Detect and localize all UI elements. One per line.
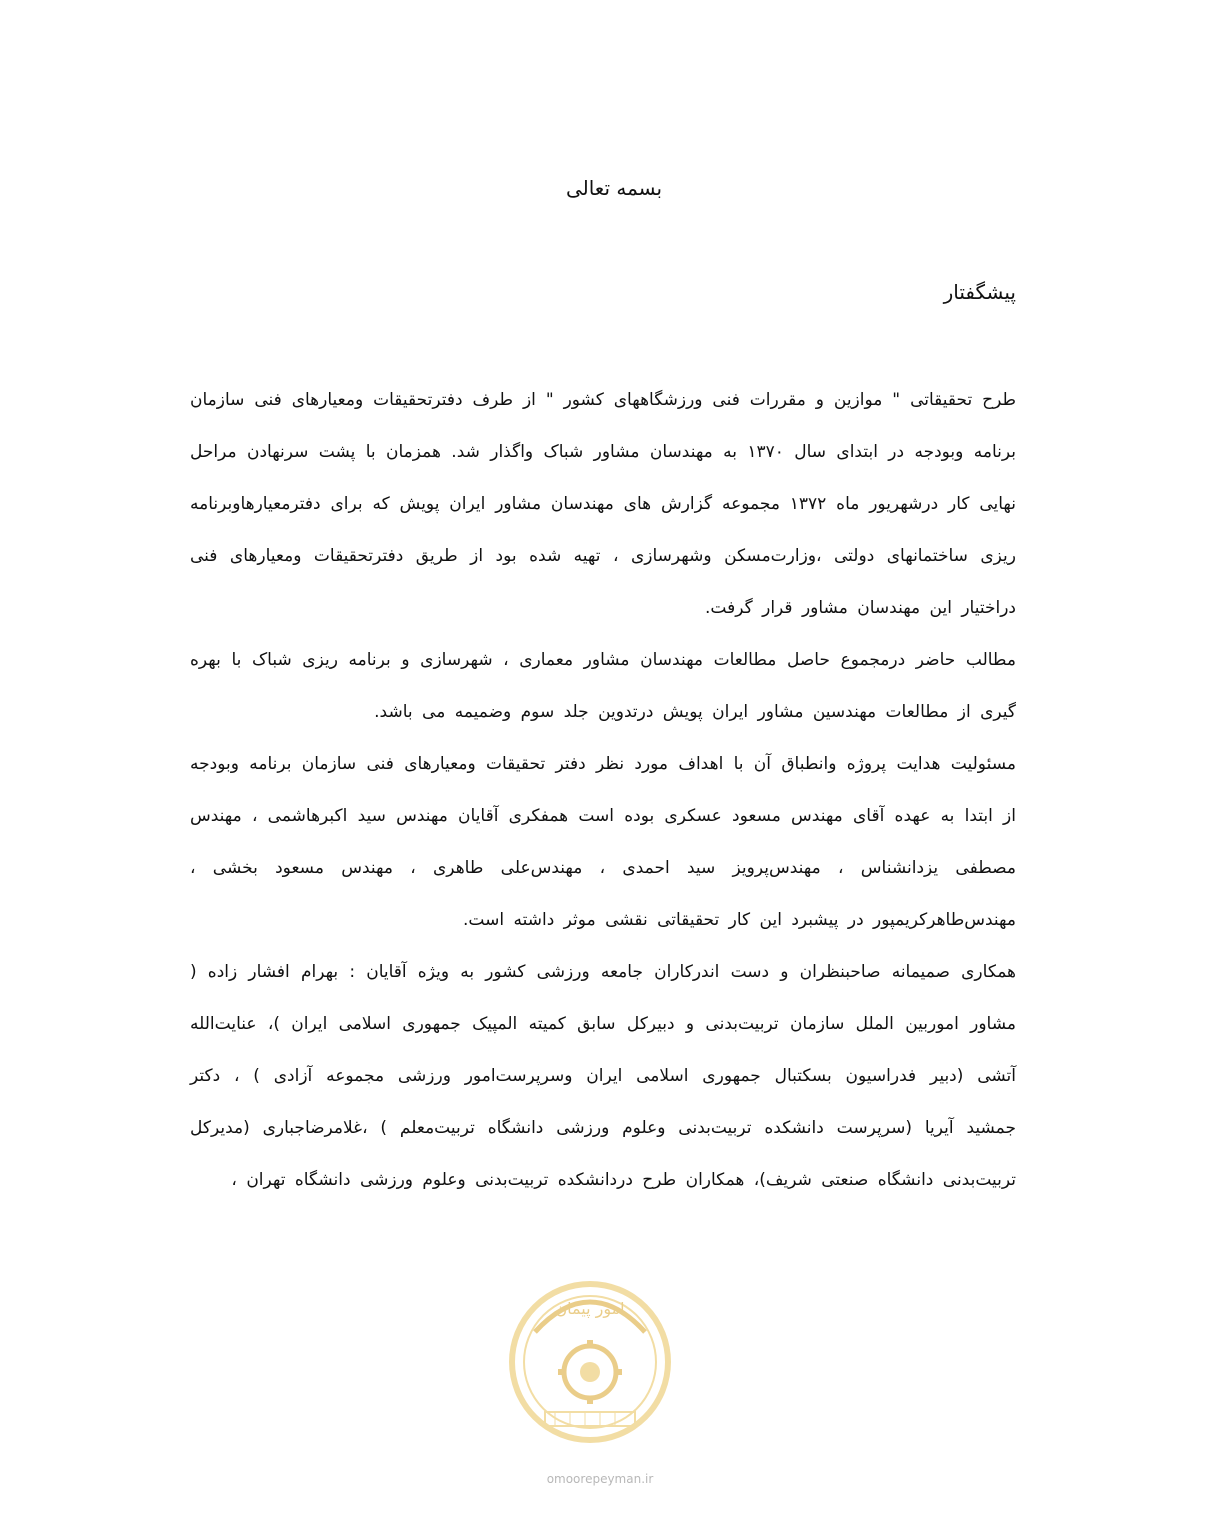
watermark-logo-text: امور پیمان — [555, 1299, 625, 1318]
paragraph: مسئولیت هدایت پروژه وانطباق آن با اهداف مورد نظر دفتر تحقیقات ومعیارهای فنی سازمان برنامه وبودجه از ابتدا به عهده آقای مهندس مسعود عسکری بوده است همفکری آقایان مهندس سید اکبرهاشمی ، مهندس مصطفی یزدانشناس ، مهندس‌پرویز سید احمدی ، مهندس‌علی طاهری ، مهندس مسعود بخشی ، مهندس‌طاهرکریمپور در پیشبرد این کار تحقیقاتی نقشی موثر داشته است. — [190, 754, 1016, 930]
paragraph: همکاری صمیمانه صاحبنظران و دست اندرکاران جامعه ورزشی کشور به ویژه آقایان : بهرام افشار زاده ( مشاور اموربین الملل سازمان تربیت‌بدنی و دبیرکل سابق کمیته المپیک جمهوری اسلامی ایران )، عنایت‌الله آتشی (دبیر فدراسیون بسکتبال جمهوری اسلامی ایران وسرپرست‌امور ورزشی مجموعه آزادی ) ، دکتر جمشید آیریا (سرپرست دانشکده تربیت‌بدنی وعلوم ورزشی دانشگاه تربیت‌معلم ) ،غلامرضاجباری (مدیرکل تربیت‌بدنی دانشگاه صنعتی شریف)، همکاران طرح دردانشکده تربیت‌بدنی وعلوم ورزشی دانشگاه تهران ، — [190, 962, 1016, 1190]
watermark-logo-icon — [505, 1262, 675, 1472]
invocation-heading: بسمه تعالی — [565, 176, 663, 200]
paragraph: مطالب حاضر درمجموع حاصل مطالعات مهندسان مشاور معماری ، شهرسازی و برنامه ریزی شباک با بهره گیری از مطالعات مهندسین مشاور ایران پویش درتدوین جلد سوم وضمیمه می باشد. — [190, 650, 1016, 722]
watermark-url: omoorepeyman.ir — [546, 1472, 654, 1486]
preface-body — [190, 374, 1016, 1206]
paragraph: طرح تحقیقاتی " موازین و مقررات فنی ورزشگاههای کشور " از طرف دفترتحقیقات ومعیارهای فنی سازمان برنامه وبودجه در ابتدای سال ۱۳۷۰ به مهندسان مشاور شباک واگذار شد. همزمان با پشت سرنهادن مراحل نهایی کار درشهریور ماه ۱۳۷۲ مجموعه گزارش های مهندسان مشاور ایران پویش که برای دفترمعیارهاوبرنامه ریزی ساختمانهای دولتی ،وزارت‌مسکن وشهرسازی ، تهیه شده بود از طریق دفترتحقیقات ومعیارهای فنی دراختیار این مهندسان مشاور قرار گرفت. — [190, 390, 1016, 618]
preface-title: پیشگفتار — [943, 280, 1016, 304]
